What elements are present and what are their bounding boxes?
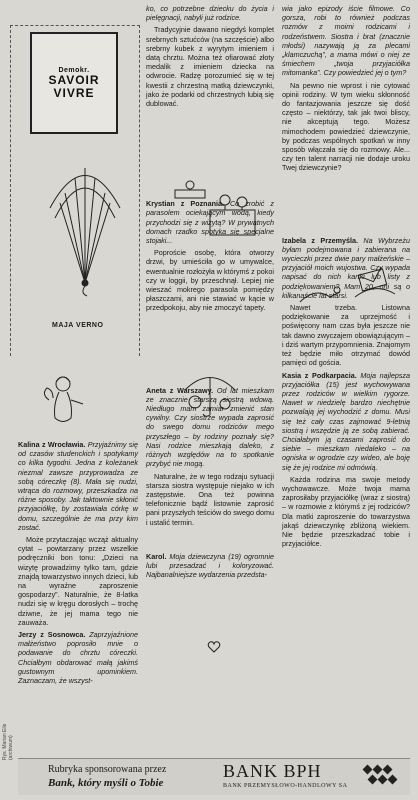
question-karol-cont: wia jako epizody iście filmowe. Co gorsza, robi to również podczas rozmów z moimi rodzicami i rodzeństwem. Siostra i brat (znacznie młodsi) nazywają ją za plecami „klamczuchą”, a mama mówi o niej ze śmiechem „twoja przyjaciółka mitomanka”. Czy powiedzieć jej o tym? [282, 4, 410, 78]
sponsor-footer [18, 758, 410, 795]
column-1 [18, 440, 138, 688]
question-kalina: Przyjaźnimy się od czasów studenckich i spotykamy co kilka tygodni. Jedna z koleżanek niezmal zawsze przyprowadza ze sobą córeczkę (8). Mała się nudzi, wtrąca do rozmowy, przeszkadza na różne sposoby. Jak taktownie skłonić przyjaciółkę, by zostawiała córkę w domu, szczególnie że ma przy kim zostać. [18, 440, 138, 532]
letter-author-karol: Karol. [146, 551, 167, 561]
answer-krystian: Poproście osobę, która otworzy drzwi, by umieściła go w umywalce, ewentualnie rozłożyła w którymś z pokoi czy w loggii, by przeschnął. Lepiej nie wieszać mokrego parasola pomiędzy płaszczami, ani nie stawiać w kącie w przedpokoju, aby nie zmoczyć tapety. [146, 248, 274, 313]
column-3 [282, 4, 410, 551]
question-aneta: Od lat mieszkam ze znacznie starszą siostrą wdową. Niedługo mam zamiar zmienić stan cywilny. Czy siostrze wypada zaprosić do swego domu rodziców mego przyszłego – by rodziny poznały się? Nasi rodzice mieszkają daleko, z różnych względów na to spotkanie przybyć nie mogą. [146, 385, 274, 469]
letter-author-aneta: Aneta z Warszawy. [146, 385, 214, 395]
question-izabela: Na Wybrzeżu byłam podejmowana i zabierana na wycieczki przez dwie pary małżeńskie – przyjaciół moich wujostwa. Czy wypada napisać do nich kartki lub listy z podziękowaniem? Mam 20, oni są o kilkanaście lat starsi. [282, 235, 410, 300]
sponsor-slogan: Bank, który myśli o Tobie [48, 777, 164, 789]
author-name: MAJA VERNO [52, 322, 104, 329]
fan-illustration [35, 148, 135, 298]
letter-author-kasia: Kasia z Podkarpacia. [282, 370, 357, 380]
question-jerzy-cont: ko, co potrzebne dziecku do życia i pielęgnacji, nabyli już rodzice. [146, 4, 274, 23]
logo-line1: SAVOIR [48, 72, 100, 87]
illustration-credit: Rys. Marian Eile (archiwum) [2, 723, 14, 760]
logo-line2: VIVRE [53, 85, 95, 100]
bank-name: BANK BPH [223, 761, 322, 781]
answer-karol: Na pewno nie wprost i nie cytować opinii rodziny. W tym wieku skłonność do fantazjowania jeszcze się dość często – niektórzy, tak jak twoi bliscy, nie akceptują tego. Możesz mimochodem powiedzieć dziewczynie, by podczas wspólnych spotkań w inny sposób włączała się do rozmowy. Ale... czy ten talent narracji nie dodaje uroku Twej dziewczynie? [282, 80, 410, 173]
answer-kalina: Może przytaczając wcząż aktualny cytat – powtarzany przez wszelkie podręczniki bon tonu: „Dzieci na wizytę prowadzimy tylko tam, gdzie znajdą towarzystwo innych dzieci, lub na wyraźne zaproszenie gospodarzy”. Naturalnie, że 8-latka nudzi się w kręgu dorosłych – trochę dziwne, że jej mama tego nie zauważa. [18, 535, 138, 627]
logo-small-text: Demokr. [58, 66, 90, 74]
bank-subtitle: BANK PRZEMYSŁOWO-HANDLOWY SA [223, 783, 348, 789]
answer-izabela: Nawet trzeba. Listowna podziękowanie za uprzejmość i poświęcony nam czas była jeszcze nie tak dawno zwyczajem obowiązującym – i dziś wartym przypomnienia. Znajomym też będzie miło otrzymać dowód pamięci od gościa. [282, 303, 410, 368]
letter-author-kalina: Kalina z Wrocławia. [18, 440, 86, 449]
answer-kasia: Każda rodzina ma swoje metody wychowawcze. Może twoja mama zaprosiłaby przyjaciółkę (wraz z siostrą) – w rozmowie z którymś z jej rodziców? Dla matki zaproszenie do towarzystwa jakąś dziewczynkę zbliżoną wiekiem. Nie będzie przeszkadzać tobie i przyjaciółce. [282, 474, 410, 549]
letter-author-jerzy: Jerzy z Sosnowca. [18, 630, 86, 640]
question-kasia: Moja najlepsza przyjaciółka (15) jest wychowywana przez rodziców w wielkim rygorze. Nawet w niedzielę bardzo niechętnie pozwalają jej wychodzić z domu. Musi się też cały czas zajmować 9-letnią siostrą i wszędzie ją ze sobą zabierać. Chciałabym ją czasami zaprosić do siebie – mieszkam niedaleko – na ogniska w ogrodzie czy wideo, ale boję się że jej rodzice mi odmówią. [282, 370, 410, 472]
answer-aneta: Naturalne, że w tego rodzaju sytuacji starsza siostra występuje niejako w ich zastępstwie. Ona też powinna telefonicznie bądź listownie zaprosić pani przyszłych teściów do swego domu i ustalić termin. [146, 471, 274, 527]
heart-icon [207, 640, 221, 654]
letter-author-krystian: Krystian z Poznania. [146, 199, 224, 209]
woman-illustration [35, 370, 95, 440]
bank-logo-icon [360, 762, 400, 792]
savoir-vivre-logo [30, 32, 118, 134]
question-karol: Moja dziewczyna (19) ogromnie lubi przesadzać i koloryzować. Najbanalniejsze wydarzenia przedsta- [146, 551, 275, 580]
letter-author-izabela: Izabela z Przemyśla. [282, 235, 358, 245]
column-2 [146, 4, 274, 582]
sponsor-label: Rubryka sponsorowana przez [48, 764, 167, 775]
question-jerzy: Zaprzyjaźnione małżeństwo poprosiło mnie o podawanie do chrztu córeczki. Chciałbym obdarować małą jakimś gustownym upominkiem. Zaznaczam, że wszyst- [18, 630, 139, 686]
answer-jerzy: Tradycyjnie dawano niegdyś komplet srebrnych sztućców (na szczęście) albo srebrny kubek z wyrytym imieniem i datą chrztu. Można też ofiarować złoty medalik z imieniem dziecka na odwrocie. Radzę porozumieć się w tej kwestii z chrzestną matką dziewczynki, jako że podarki od chrzestnych lubią się dublować. [146, 25, 274, 109]
question-krystian: Co zrobić z parasolem ociekającym wodą, kiedy przychodzi się z wizytą? W prywatnych domach rzadko spotyka się specjalne stojaki... [146, 199, 274, 246]
